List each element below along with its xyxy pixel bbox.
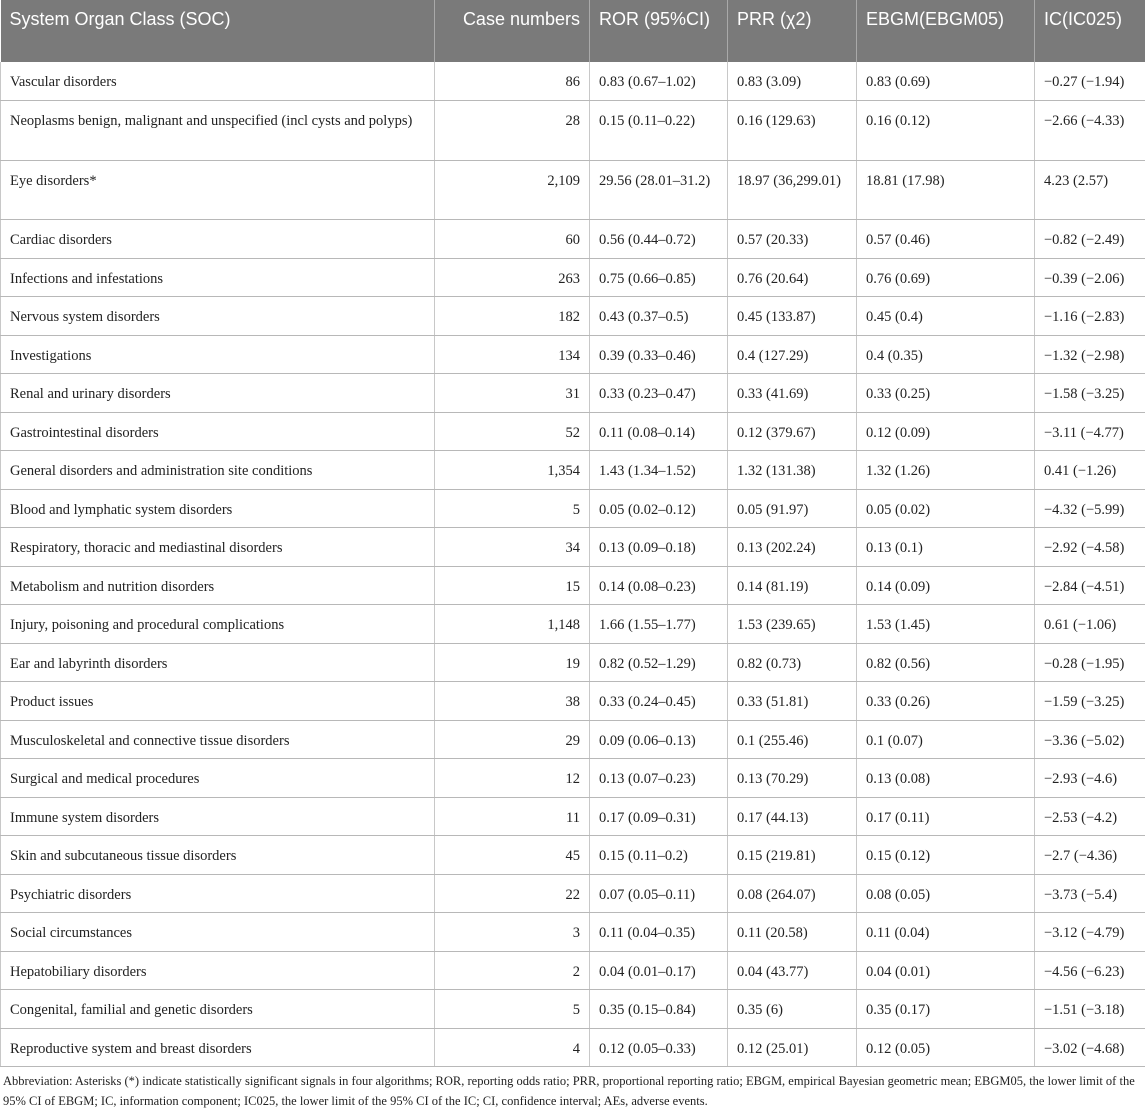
table-row — [1, 160, 1145, 220]
cell-soc: Vascular disorders — [1, 62, 435, 101]
cell-prr: 0.4 (127.29) — [728, 335, 857, 374]
cell-prr: 0.13 (70.29) — [728, 759, 857, 798]
cell-ebgm: 0.05 (0.02) — [857, 489, 1035, 528]
cell-prr: 0.82 (0.73) — [728, 643, 857, 682]
cell-ror: 0.39 (0.33–0.46) — [590, 335, 728, 374]
cell-ic: −2.92 (−4.58) — [1035, 528, 1145, 567]
cell-soc: Cardiac disorders — [1, 220, 435, 259]
cell-prr: 1.53 (239.65) — [728, 605, 857, 644]
cell-prr: 0.15 (219.81) — [728, 836, 857, 875]
cell-prr: 0.33 (51.81) — [728, 682, 857, 721]
cell-case-numbers: 45 — [435, 836, 590, 875]
cell-ror: 0.33 (0.24–0.45) — [590, 682, 728, 721]
cell-ror: 0.07 (0.05–0.11) — [590, 874, 728, 913]
cell-ic: −2.66 (−4.33) — [1035, 101, 1145, 161]
cell-case-numbers: 12 — [435, 759, 590, 798]
cell-ic: −4.56 (−6.23) — [1035, 951, 1145, 990]
cell-case-numbers: 2 — [435, 951, 590, 990]
cell-ebgm: 0.11 (0.04) — [857, 913, 1035, 952]
table-row — [1, 489, 1145, 528]
cell-prr: 0.35 (6) — [728, 990, 857, 1029]
cell-case-numbers: 38 — [435, 682, 590, 721]
cell-prr: 0.13 (202.24) — [728, 528, 857, 567]
cell-soc: Blood and lymphatic system disorders — [1, 489, 435, 528]
cell-ic: −1.58 (−3.25) — [1035, 374, 1145, 413]
cell-ebgm: 0.04 (0.01) — [857, 951, 1035, 990]
cell-ebgm: 0.08 (0.05) — [857, 874, 1035, 913]
table-footnote: Abbreviation: Asterisks (*) indicate statistically significant signals in four algorithms; ROR, reporting odds ratio; PRR, proportional reporting ratio; EBGM, empirical Bayesian geometric mean; EBGM05, the lower limit of the 95% CI of EBGM; IC, information component; IC025, the lower limit of the 95% CI of the IC; CI, confidence interval; AEs, adverse events. — [3, 1074, 1135, 1108]
cell-soc: Skin and subcutaneous tissue disorders — [1, 836, 435, 875]
cell-ror: 0.04 (0.01–0.17) — [590, 951, 728, 990]
table-row — [1, 1028, 1145, 1067]
table-row — [1, 220, 1145, 259]
cell-prr: 0.04 (43.77) — [728, 951, 857, 990]
cell-soc: Product issues — [1, 682, 435, 721]
cell-ror: 0.56 (0.44–0.72) — [590, 220, 728, 259]
cell-ror: 0.11 (0.08–0.14) — [590, 412, 728, 451]
cell-soc: Reproductive system and breast disorders — [1, 1028, 435, 1067]
header-prr: PRR (χ2) — [728, 0, 857, 62]
cell-ror: 0.33 (0.23–0.47) — [590, 374, 728, 413]
cell-ebgm: 0.33 (0.26) — [857, 682, 1035, 721]
cell-ebgm: 1.53 (1.45) — [857, 605, 1035, 644]
cell-soc: Ear and labyrinth disorders — [1, 643, 435, 682]
cell-ic: −2.84 (−4.51) — [1035, 566, 1145, 605]
cell-ebgm: 0.57 (0.46) — [857, 220, 1035, 259]
cell-ror: 0.83 (0.67–1.02) — [590, 62, 728, 101]
cell-case-numbers: 4 — [435, 1028, 590, 1067]
cell-ebgm: 0.15 (0.12) — [857, 836, 1035, 875]
cell-case-numbers: 52 — [435, 412, 590, 451]
cell-case-numbers: 15 — [435, 566, 590, 605]
table-row — [1, 374, 1145, 413]
cell-prr: 18.97 (36,299.01) — [728, 160, 857, 220]
cell-case-numbers: 19 — [435, 643, 590, 682]
cell-soc: Gastrointestinal disorders — [1, 412, 435, 451]
cell-case-numbers: 31 — [435, 374, 590, 413]
cell-prr: 0.76 (20.64) — [728, 258, 857, 297]
cell-soc: Congenital, familial and genetic disorders — [1, 990, 435, 1029]
cell-soc: Immune system disorders — [1, 797, 435, 836]
cell-ror: 0.75 (0.66–0.85) — [590, 258, 728, 297]
cell-ic: −3.11 (−4.77) — [1035, 412, 1145, 451]
cell-soc: Psychiatric disorders — [1, 874, 435, 913]
cell-ic: −1.16 (−2.83) — [1035, 297, 1145, 336]
cell-ebgm: 0.83 (0.69) — [857, 62, 1035, 101]
cell-prr: 0.05 (91.97) — [728, 489, 857, 528]
table-row — [1, 566, 1145, 605]
cell-ic: −3.73 (−5.4) — [1035, 874, 1145, 913]
cell-prr: 0.33 (41.69) — [728, 374, 857, 413]
cell-ror: 0.09 (0.06–0.13) — [590, 720, 728, 759]
table-row — [1, 62, 1145, 101]
cell-soc: Social circumstances — [1, 913, 435, 952]
cell-soc: Hepatobiliary disorders — [1, 951, 435, 990]
cell-ebgm: 0.13 (0.08) — [857, 759, 1035, 798]
cell-ebgm: 0.35 (0.17) — [857, 990, 1035, 1029]
cell-case-numbers: 22 — [435, 874, 590, 913]
table-row — [1, 836, 1145, 875]
cell-prr: 0.57 (20.33) — [728, 220, 857, 259]
table-row — [1, 913, 1145, 952]
table-row — [1, 335, 1145, 374]
cell-soc: Surgical and medical procedures — [1, 759, 435, 798]
cell-ror: 0.82 (0.52–1.29) — [590, 643, 728, 682]
cell-case-numbers: 34 — [435, 528, 590, 567]
cell-ebgm: 0.1 (0.07) — [857, 720, 1035, 759]
cell-ror: 0.17 (0.09–0.31) — [590, 797, 728, 836]
header-ebgm: EBGM(EBGM05) — [857, 0, 1035, 62]
cell-prr: 0.12 (379.67) — [728, 412, 857, 451]
header-ror: ROR (95%CI) — [590, 0, 728, 62]
cell-ror: 0.13 (0.07–0.23) — [590, 759, 728, 798]
cell-soc: Musculoskeletal and connective tissue disorders — [1, 720, 435, 759]
header-row — [1, 0, 1145, 62]
cell-ror: 0.11 (0.04–0.35) — [590, 913, 728, 952]
cell-ic: −1.32 (−2.98) — [1035, 335, 1145, 374]
header-ic: IC(IC025) — [1035, 0, 1145, 62]
cell-ic: −3.36 (−5.02) — [1035, 720, 1145, 759]
cell-soc: Infections and infestations — [1, 258, 435, 297]
table-header — [1, 0, 1145, 62]
cell-ror: 0.35 (0.15–0.84) — [590, 990, 728, 1029]
cell-ebgm: 18.81 (17.98) — [857, 160, 1035, 220]
cell-case-numbers: 1,148 — [435, 605, 590, 644]
cell-soc: Eye disorders* — [1, 160, 435, 220]
cell-ebgm: 0.82 (0.56) — [857, 643, 1035, 682]
cell-ic: −0.39 (−2.06) — [1035, 258, 1145, 297]
cell-soc: Metabolism and nutrition disorders — [1, 566, 435, 605]
cell-prr: 0.16 (129.63) — [728, 101, 857, 161]
cell-ror: 1.66 (1.55–1.77) — [590, 605, 728, 644]
cell-case-numbers: 29 — [435, 720, 590, 759]
cell-ic: −0.28 (−1.95) — [1035, 643, 1145, 682]
table-row — [1, 951, 1145, 990]
cell-case-numbers: 5 — [435, 990, 590, 1029]
cell-case-numbers: 11 — [435, 797, 590, 836]
cell-ror: 29.56 (28.01–31.2) — [590, 160, 728, 220]
cell-soc: Injury, poisoning and procedural complications — [1, 605, 435, 644]
cell-ebgm: 0.76 (0.69) — [857, 258, 1035, 297]
cell-ebgm: 0.13 (0.1) — [857, 528, 1035, 567]
cell-ror: 0.05 (0.02–0.12) — [590, 489, 728, 528]
cell-prr: 0.17 (44.13) — [728, 797, 857, 836]
cell-case-numbers: 1,354 — [435, 451, 590, 490]
cell-ror: 0.13 (0.09–0.18) — [590, 528, 728, 567]
cell-ebgm: 0.12 (0.09) — [857, 412, 1035, 451]
cell-case-numbers: 263 — [435, 258, 590, 297]
cell-ic: −2.53 (−4.2) — [1035, 797, 1145, 836]
cell-soc: Neoplasms benign, malignant and unspecified (incl cysts and polyps) — [1, 101, 435, 161]
cell-prr: 0.11 (20.58) — [728, 913, 857, 952]
cell-case-numbers: 86 — [435, 62, 590, 101]
cell-case-numbers: 2,109 — [435, 160, 590, 220]
cell-case-numbers: 60 — [435, 220, 590, 259]
table-row — [1, 258, 1145, 297]
table-row — [1, 451, 1145, 490]
table-row — [1, 990, 1145, 1029]
cell-prr: 0.45 (133.87) — [728, 297, 857, 336]
cell-ebgm: 0.4 (0.35) — [857, 335, 1035, 374]
table-row — [1, 874, 1145, 913]
cell-ebgm: 0.16 (0.12) — [857, 101, 1035, 161]
table-row — [1, 605, 1145, 644]
cell-ic: −4.32 (−5.99) — [1035, 489, 1145, 528]
cell-ror: 0.12 (0.05–0.33) — [590, 1028, 728, 1067]
cell-ror: 0.14 (0.08–0.23) — [590, 566, 728, 605]
cell-ror: 0.43 (0.37–0.5) — [590, 297, 728, 336]
table-row — [1, 720, 1145, 759]
cell-ic: 0.41 (−1.26) — [1035, 451, 1145, 490]
cell-case-numbers: 3 — [435, 913, 590, 952]
cell-case-numbers: 182 — [435, 297, 590, 336]
cell-ebgm: 0.45 (0.4) — [857, 297, 1035, 336]
header-soc: System Organ Class (SOC) — [1, 0, 435, 62]
cell-ic: −0.27 (−1.94) — [1035, 62, 1145, 101]
cell-prr: 0.83 (3.09) — [728, 62, 857, 101]
table-row — [1, 101, 1145, 161]
table-row — [1, 797, 1145, 836]
cell-ebgm: 1.32 (1.26) — [857, 451, 1035, 490]
cell-ic: −2.7 (−4.36) — [1035, 836, 1145, 875]
cell-soc: Renal and urinary disorders — [1, 374, 435, 413]
cell-ror: 0.15 (0.11–0.22) — [590, 101, 728, 161]
cell-soc: Investigations — [1, 335, 435, 374]
cell-soc: Respiratory, thoracic and mediastinal disorders — [1, 528, 435, 567]
cell-ic: −2.93 (−4.6) — [1035, 759, 1145, 798]
cell-soc: Nervous system disorders — [1, 297, 435, 336]
table-body — [1, 62, 1145, 1067]
cell-prr: 0.14 (81.19) — [728, 566, 857, 605]
table-row — [1, 297, 1145, 336]
header-case-numbers: Case numbers — [435, 0, 590, 62]
cell-case-numbers: 134 — [435, 335, 590, 374]
cell-prr: 0.1 (255.46) — [728, 720, 857, 759]
cell-ic: −3.02 (−4.68) — [1035, 1028, 1145, 1067]
cell-ebgm: 0.33 (0.25) — [857, 374, 1035, 413]
cell-ror: 1.43 (1.34–1.52) — [590, 451, 728, 490]
cell-case-numbers: 28 — [435, 101, 590, 161]
table-row — [1, 682, 1145, 721]
cell-prr: 0.12 (25.01) — [728, 1028, 857, 1067]
cell-ic: −1.51 (−3.18) — [1035, 990, 1145, 1029]
cell-ebgm: 0.12 (0.05) — [857, 1028, 1035, 1067]
cell-ic: 4.23 (2.57) — [1035, 160, 1145, 220]
table-row — [1, 412, 1145, 451]
table-row — [1, 643, 1145, 682]
cell-prr: 0.08 (264.07) — [728, 874, 857, 913]
cell-ic: 0.61 (−1.06) — [1035, 605, 1145, 644]
cell-ic: −1.59 (−3.25) — [1035, 682, 1145, 721]
cell-ic: −0.82 (−2.49) — [1035, 220, 1145, 259]
table-row — [1, 759, 1145, 798]
cell-case-numbers: 5 — [435, 489, 590, 528]
cell-ebgm: 0.14 (0.09) — [857, 566, 1035, 605]
cell-ebgm: 0.17 (0.11) — [857, 797, 1035, 836]
cell-soc: General disorders and administration site conditions — [1, 451, 435, 490]
cell-ic: −3.12 (−4.79) — [1035, 913, 1145, 952]
table-row — [1, 528, 1145, 567]
cell-ror: 0.15 (0.11–0.2) — [590, 836, 728, 875]
cell-prr: 1.32 (131.38) — [728, 451, 857, 490]
